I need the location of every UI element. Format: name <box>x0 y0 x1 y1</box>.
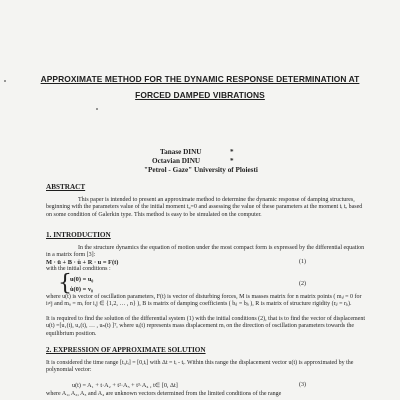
author-name-1: Tanase DINU <box>160 148 202 156</box>
initial-conditions-system <box>46 271 366 296</box>
scan-speck <box>96 108 98 110</box>
paper-title <box>20 74 380 100</box>
affiliation: "Petrol - Gaze" University of Ploiesti <box>144 166 258 174</box>
author-mark-2: * <box>230 157 234 165</box>
section-2-paragraph-2: where A₁, A₂, A₃ and A₄ are unknown vectors determined from the limited conditions of the range <box>46 391 282 397</box>
system-brace: { <box>58 271 72 296</box>
initial-condition-1: u(0) = u₀ <box>70 276 94 283</box>
introduction-paragraph-2: where u(t) is vector of oscillation parameters, F(t) is vector of disturbing forces, M is masses matrix for n matrix points ( mᵢⱼ = 0 for i≠j and mᵢᵢ = mᵢ for i,j ∈ {1,2, … , n} ), B is matrix of damping coefficients ( bᵢⱼ = bⱼᵢ ), R is matrix of structure rigidity (rᵢⱼ = rⱼᵢ). <box>46 294 362 308</box>
scan-speck <box>4 80 6 82</box>
section-2-paragraph-1: It is considered the time range [tᵢ,tᵢ] = [0,tᵢ] with Δt = tᵢ - tᵢ. Within this range the displacement vector u(t) is approximated by the polynomial vector: <box>46 360 354 374</box>
section-2-heading: 2. EXPRESSION OF APPROXIMATE SOLUTION <box>46 346 206 354</box>
equation-3-row <box>46 382 366 389</box>
introduction-heading: 1. INTRODUCTION <box>46 231 111 239</box>
introduction-paragraph-3: It is required to find the solution of the differential system (1) with the initial conditions (2), that is to find the vector of displacement u(t) =[u₁(t), u₂(t), … , uₙ(t) ]ᵀ, where uᵢ(t) represents mass displacement mᵢ on the direction of oscillation parameters towards the equilibrium position. <box>46 316 365 337</box>
author-mark-1: * <box>230 148 234 156</box>
author-name-2: Octavian DINU <box>152 157 201 165</box>
initial-condition-2: u̇(0) = v₀ <box>70 286 93 293</box>
abstract-text: This paper is intended to present an approximate method to determine the dynamic response of damping structures, beginning with the parameters value of the initial moment t₀=0 and assessing the value of these parameters at the moment tᵢ tₑ based on some condition of Galerkin type. This method is easy to be simulated on the computer. <box>46 197 363 218</box>
equation-1: M · ü + B · u̇ + R · u = F(t) <box>46 259 119 266</box>
equation-3: u(t) = A₁ + t·A₂ + t²·A₃ + t³·A₄ , t∈ [0, Δt] <box>72 382 178 389</box>
title-line-2: FORCED DAMPED VIBRATIONS <box>135 90 265 100</box>
equation-1-number: (1) <box>299 259 306 265</box>
author-block <box>120 148 340 175</box>
title-line-1: APPROXIMATE METHOD FOR THE DYNAMIC RESPONSE DETERMINATION AT <box>40 74 360 84</box>
equation-3-number: (3) <box>299 382 306 388</box>
introduction-paragraph-1: In the structure dynamics the equation of motion under the most compact form is expressed by the differential equation in a matrix form [3]: <box>46 245 365 259</box>
equation-2-number: (2) <box>299 281 306 287</box>
initial-conditions-label: with the initial conditions : <box>46 266 111 272</box>
abstract-heading: ABSTRACT <box>46 183 86 191</box>
